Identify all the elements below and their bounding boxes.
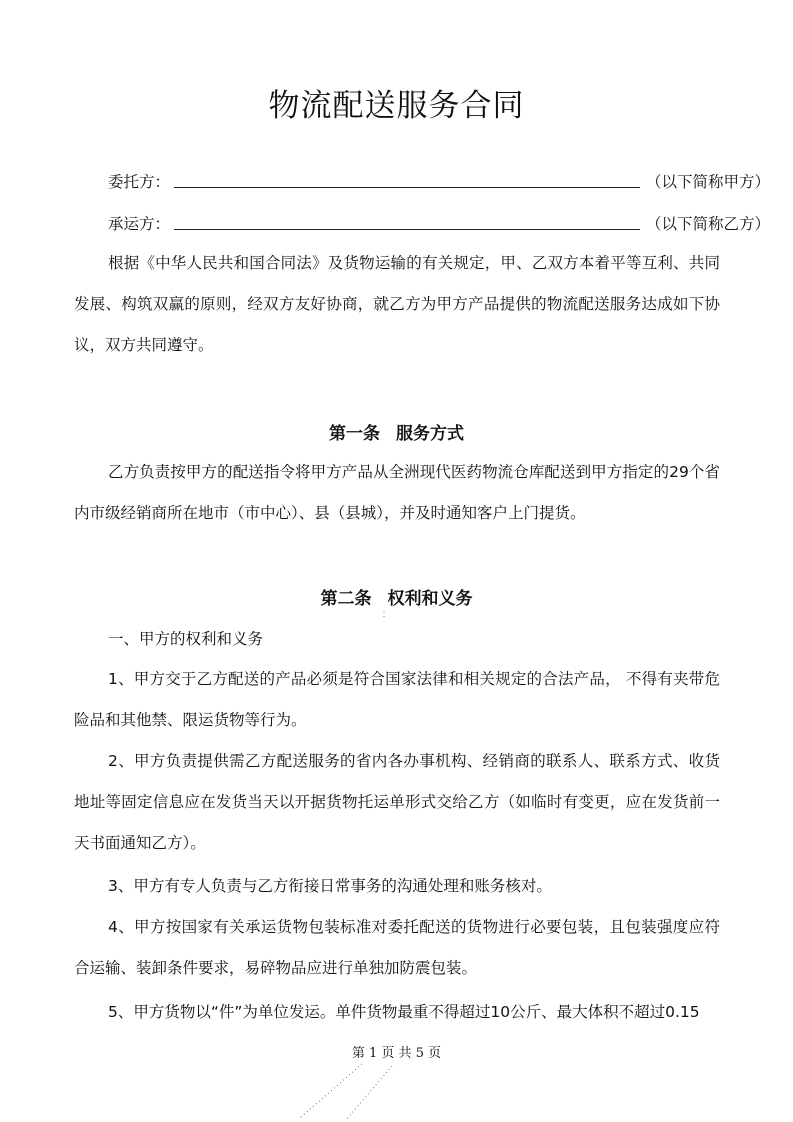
article2-heading [0, 584, 793, 609]
article2-item-5: 5、甲方货物以“件”为单位发运。单件货物最重不得超过10公斤、最大体积不超过0.15 [108, 1003, 700, 1021]
page-footer [0, 1042, 793, 1061]
party-client-row [108, 170, 771, 194]
article2-subheading: 一、甲方的权利和义务 [108, 630, 264, 648]
footer-total-pages: 5 [415, 1046, 424, 1061]
article1-number: 第一条 [329, 424, 380, 444]
party-carrier-label: 承运方： [108, 215, 171, 233]
article2-item-1: 1、甲方交于乙方配送的产品必须是符合国家法律和相关规定的合法产品， 不得有夹带危险品和其他禁、限运货物等行为。 [74, 670, 720, 729]
article2-item-2: 2、甲方负责提供需乙方配送服务的省内各办事机构、经销商的联系人、联系方式、收货地址等固定信息应在发货当天以开据货物托运单形式交给乙方（如临时有变更，应在发货前一天书面通知乙方）。 [74, 752, 720, 852]
article2-name: 权利和义务 [387, 589, 473, 609]
footer-suffix: 页 [428, 1046, 442, 1061]
party-carrier-suffix: （以下简称乙方） [646, 215, 771, 233]
article1-name: 服务方式 [396, 424, 464, 444]
article2-number: 第二条 [320, 589, 372, 609]
article2-item-3: 3、甲方有专人负责与乙方衔接日常事务的沟通处理和账务核对。 [108, 877, 552, 895]
party-client-suffix: （以下简称甲方） [646, 173, 771, 191]
article1-heading [0, 419, 793, 444]
party-client-blank-line [174, 187, 640, 188]
party-client-label: 委托方： [108, 173, 171, 191]
footer-page-number: 1 [369, 1046, 378, 1061]
footer-prefix: 第 [351, 1046, 365, 1061]
party-carrier-blank-line [174, 229, 640, 230]
document-title: 物流配送服务合同 [268, 88, 525, 124]
article1-paragraph: 乙方负责按甲方的配送指令将甲方产品从全洲现代医药物流仓库配送到甲方指定的29个省内市级经销商所在地市（市中心）、县（县城），并及时通知客户上门提货。 [74, 463, 720, 522]
party-carrier-row [108, 212, 771, 236]
footer-middle: 页 共 [381, 1046, 412, 1061]
article2-item-4: 4、甲方按国家有关承运货物包装标准对委托配送的货物进行必要包装，且包装强度应符合运输、装卸条件要求，易碎物品应进行单独加防震包装。 [74, 918, 720, 977]
intro-paragraph: 根据《中华人民共和国合同法》及货物运输的有关规定，甲、乙双方本着平等互利、共同发展、构筑双赢的原则，经双方友好协商，就乙方为甲方产品提供的物流配送服务达成如下协议，双方共同遵守。 [74, 254, 720, 354]
